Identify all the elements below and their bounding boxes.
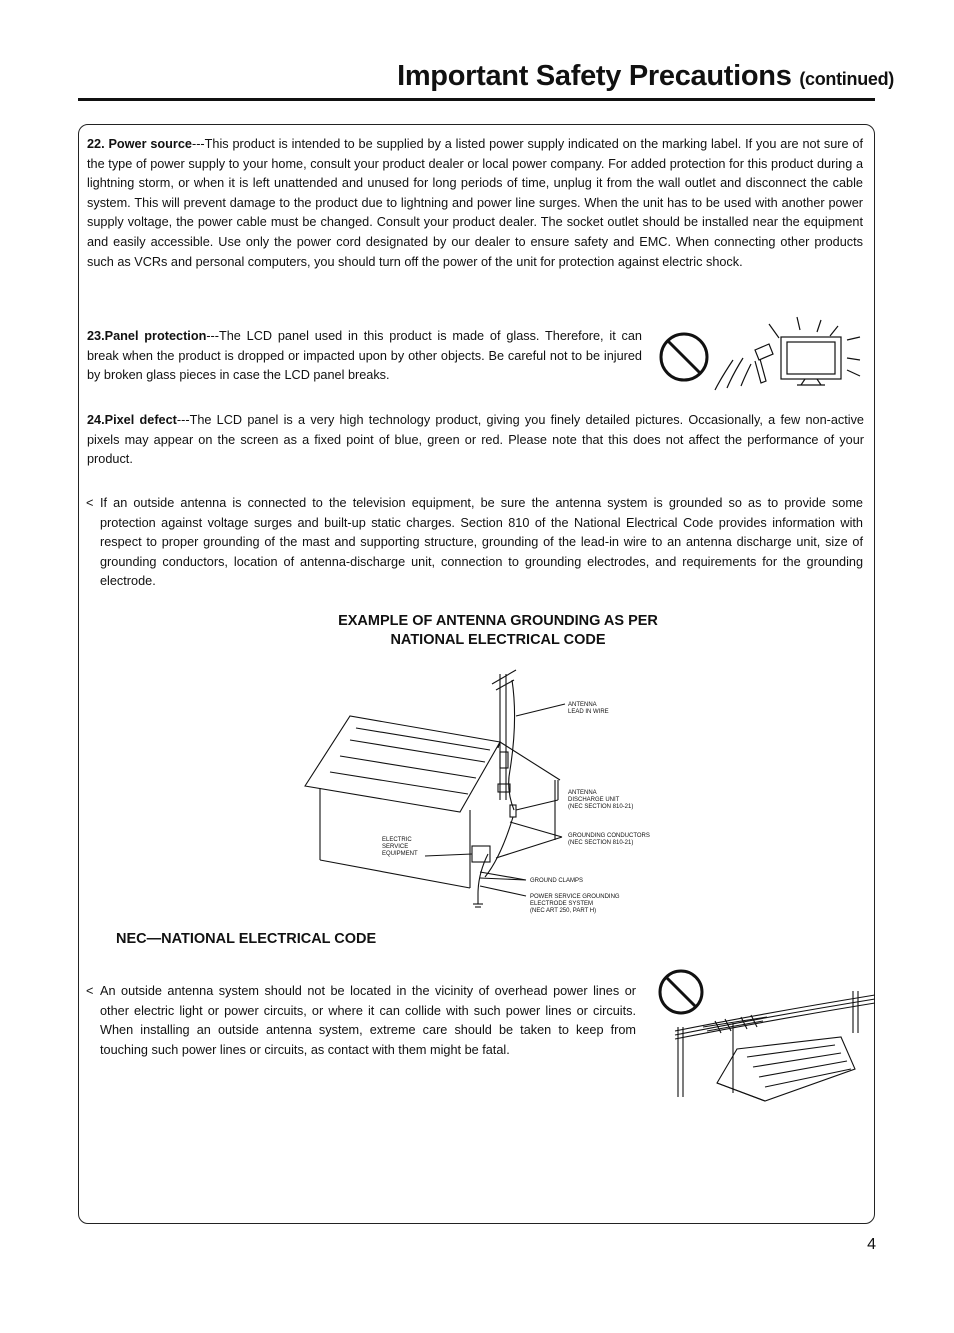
panel-protection-text: ---The LCD panel used in this product is made of glass. Therefore, it can break when the product is dropped or impacted upon by other objects. Be careful not to be injured by broken glass pieces in case the LCD panel breaks.	[87, 329, 642, 383]
diagram-heading-line1: EXAMPLE OF ANTENNA GROUNDING AS PER	[338, 613, 658, 629]
bullet-mark: <	[86, 984, 94, 998]
panel-protection-heading: 23.Panel protection	[87, 329, 207, 343]
prohibition-icon	[661, 334, 707, 380]
title-main: Important Safety Precautions	[397, 60, 792, 92]
label-discharge-3: (NEC SECTION 810-21)	[568, 804, 634, 810]
page-number: 4	[867, 1236, 876, 1253]
pixel-defect-paragraph	[87, 411, 864, 470]
power-line-antenna-illustration	[675, 991, 875, 1101]
pixel-defect-text: ---The LCD panel is a very high technology product, giving you finely detailed pictures. Occasionally, a few non-active pixels may appear on the screen as a fixed point of blue, green or red. Please note that this does not affect the performance of your product.	[87, 413, 864, 467]
title-suffix: (continued)	[799, 69, 894, 89]
label-discharge-1: ANTENNA	[568, 790, 597, 796]
power-lines-text: An outside antenna system should not be located in the vicinity of overhead power lines or other electric light or power circuits, or where it can collide with such power lines or circuits. When installing an outside antenna system, extreme care should be taken to keep from touching such power lines or circuits, as contact with them might be fatal.	[100, 984, 636, 1057]
label-antenna-lead-1: ANTENNA	[568, 702, 597, 708]
label-electrode-1: POWER SERVICE GROUNDING	[530, 894, 620, 900]
title-rule	[78, 98, 875, 101]
label-electric-2: SERVICE	[382, 844, 409, 850]
page-title	[80, 60, 894, 93]
antenna-grounding-bullet	[86, 494, 863, 592]
antenna-grounding-text: If an outside antenna is connected to the television equipment, be sure the antenna system is grounded so as to provide some protection against voltage surges and built-up static charges. Section 810 of the National Electrical Code provides information with respect to proper grounding of the mast and supporting structure, grounding of the lead-in wire to an antenna discharge unit, size of grounding conductors, location of antenna-discharge unit, connection to grounding electrodes, and requirements for the grounding electrode.	[100, 496, 863, 589]
tv-impact-illustration	[715, 317, 860, 390]
panel-warning-illustration	[655, 312, 870, 397]
diagram-heading	[298, 612, 698, 650]
bullet-mark: <	[86, 496, 94, 510]
label-electric-1: ELECTRIC	[382, 837, 412, 843]
label-electrode-3: (NEC ART 250, PART H)	[530, 908, 597, 914]
label-electrode-2: ELECTRODE SYSTEM	[530, 901, 594, 907]
panel-protection-paragraph	[87, 327, 642, 386]
label-discharge-2: DISCHARGE UNIT	[568, 797, 620, 803]
power-line-warning-illustration	[655, 965, 875, 1105]
label-grounding-2: (NEC SECTION 810-21)	[568, 840, 634, 846]
antenna-grounding-diagram	[300, 660, 670, 920]
label-electric-3: EQUIPMENT	[382, 851, 418, 857]
label-clamps: GROUND CLAMPS	[530, 878, 584, 884]
power-source-text: ---This product is intended to be supplied by a listed power supply indicated on the marking label. If you are not sure of the type of power supply to your home, consult your product dealer or local power company. For added protection for this product during a lightning storm, or when it is left unattended and unused for long periods of time, unplug it from the wall outlet and disconnect the cable system. This will prevent damage to the product due to lightning and power line surges. When the unit has to be used with another power supply voltage, the power cable must be changed. Consult your product dealer. The socket outlet should be installed near the equipment and easily accessible. Use only the power cord designated by our dealer to ensure safety and EMC. When connecting other products such as VCRs and personal computers, you should turn off the power of the unit for protection against electric shock.	[87, 137, 863, 269]
label-antenna-lead-2: LEAD IN WIRE	[568, 709, 609, 715]
power-lines-bullet	[86, 982, 636, 1060]
label-grounding-1: GROUNDING CONDUCTORS	[568, 833, 650, 839]
diagram-heading-line2: NATIONAL ELECTRICAL CODE	[390, 632, 606, 648]
power-source-paragraph	[87, 135, 863, 272]
power-source-heading: 22. Power source	[87, 137, 192, 151]
nec-label: NEC—NATIONAL ELECTRICAL CODE	[116, 931, 377, 947]
pixel-defect-heading: 24.Pixel defect	[87, 413, 177, 427]
prohibition-icon	[660, 971, 702, 1013]
